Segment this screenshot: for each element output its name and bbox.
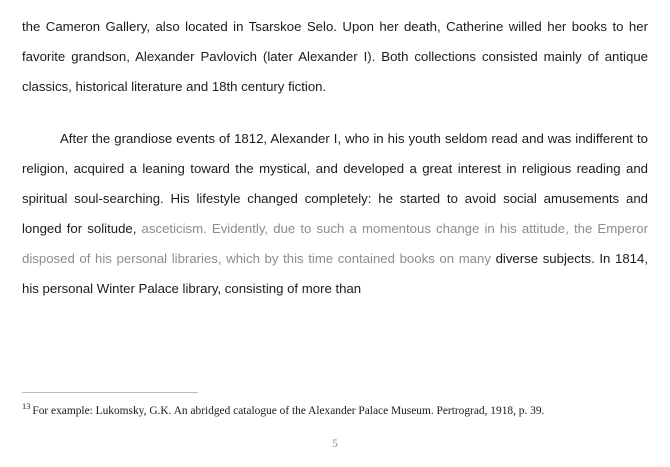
paragraph-2-segment-1: After the grandiose events of 1812, Alexander I, who in his youth seldom read and was indifferent to religion, acquired a leaning toward the mystical, and developed a great interest in religious reading and spiritual soul-searching. His lifestyle changed completely: he started to avoid social amusements and longed for solitude, xyxy=(22,131,648,236)
paragraph-2 xyxy=(22,124,648,304)
footnote-separator xyxy=(22,392,198,393)
page-body xyxy=(22,12,648,304)
footnote-13 xyxy=(22,399,648,419)
paragraph-1: the Cameron Gallery, also located in Tsarskoe Selo. Upon her death, Catherine willed her books to her favorite grandson, Alexander Pavlovich (later Alexander I). Both collections consisted mainly of antique classics, historical literature and 18th century fiction. xyxy=(22,19,648,94)
footnote-marker: 13 xyxy=(22,402,31,411)
page-number: 5 xyxy=(332,438,338,450)
paragraph-2-segment-3: diverse subjects. In 1814, his personal Winter Palace library, consisting of more than xyxy=(22,251,649,296)
footnote-text: For example: Lukomsky, G.K. An abridged catalogue of the Alexander Palace Museum. Pertrograd, 1918, p. 39. xyxy=(32,404,545,417)
paragraph-2-segment-2-faded: asceticism. Evidently, due to such a momentous change in his attitude, the Emperor disposed of his personal libraries, which by this time contained books on many xyxy=(22,221,648,266)
